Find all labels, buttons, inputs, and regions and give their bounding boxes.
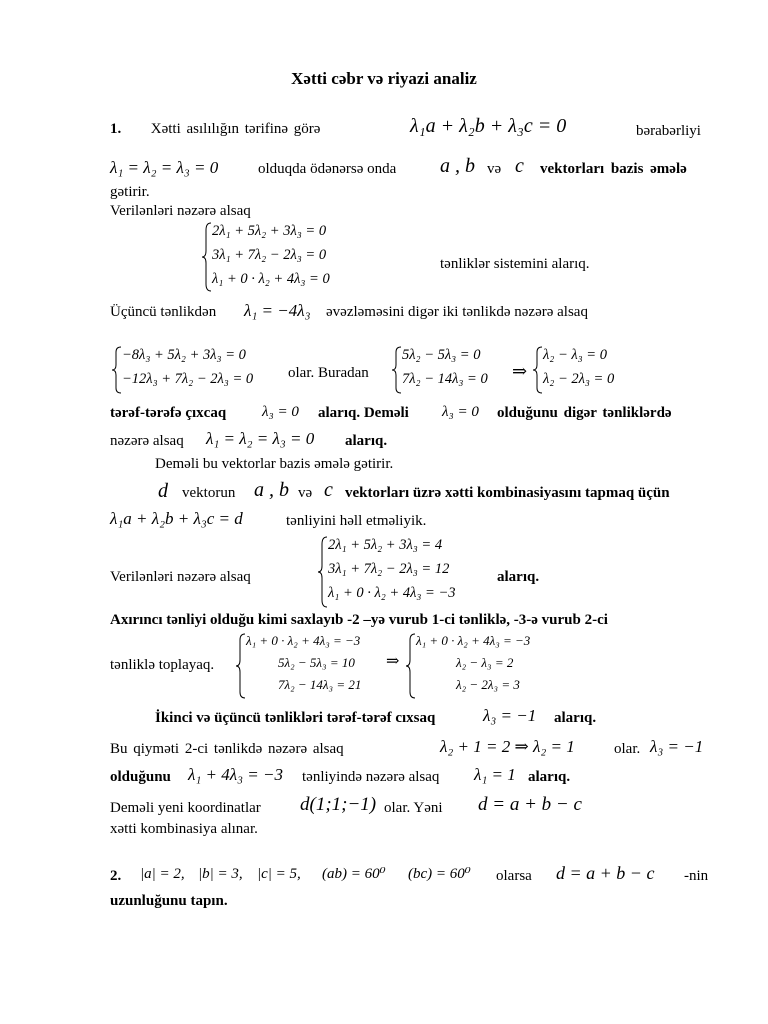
p1-and-text: və <box>487 161 502 177</box>
system-2 <box>112 346 292 394</box>
system-2-eq: −8λ₃ + 5λ₂ + 3λ₃ = 0 <box>122 347 246 363</box>
p1-nz-text: nəzərə alsaq <box>110 433 184 449</box>
p1-number: 1. <box>110 121 122 137</box>
p1-d-vectors: a , b <box>254 479 289 501</box>
system-4 <box>533 346 653 394</box>
p1-new-d: d(1;1;−1) <box>300 794 377 815</box>
p1-basis-text: vektorları bazis əmələ <box>540 161 687 177</box>
p1-old-mid: tənliyində nəzərə alsaq <box>302 769 440 785</box>
p1-line3: gətirir. <box>110 184 150 200</box>
p1-bu-eq: λ₂ + 1 = 2 ⇒ λ₂ = 1 <box>440 737 575 756</box>
system-6-eq: 7λ₂ − 14λ₃ = 21 <box>278 677 362 692</box>
system-7-eq: λ₁ + 0 · λ₂ + 4λ₃ = −3 <box>416 633 531 648</box>
system-6-eq: λ₁ + 0 · λ₂ + 4λ₃ = −3 <box>246 633 361 648</box>
brace-icon <box>236 633 246 699</box>
p2-cond-3: |c| = 5, <box>257 866 301 882</box>
brace-icon <box>406 633 416 699</box>
brace-icon <box>112 346 122 394</box>
p1-tt-eq-1: λ₃ = 0 <box>262 404 299 420</box>
p1-nz-eq: λ₁ = λ₂ = λ₃ = 0 <box>206 429 315 448</box>
p1-conclusion: Deməli bu vektorlar bazis əmələ gətirir. <box>155 456 394 472</box>
p1-d-text-3: tənliyini həll etməliyik. <box>286 513 427 529</box>
p1-new-text: Deməli yeni koordinatlar <box>110 800 261 816</box>
system-3-eq: 7λ₂ − 14λ₃ = 0 <box>402 371 488 387</box>
system-1 <box>202 222 382 292</box>
system-2-eq: −12λ₃ + 7λ₂ − 2λ₃ = 0 <box>122 371 254 387</box>
p1-d-c: c <box>324 479 333 501</box>
p1-tt-text-2: alarıq. Deməli <box>318 405 409 421</box>
p1-lead-text: Xətti asılılığın tərifinə görə <box>150 121 321 137</box>
system-7-eq: λ₂ − 2λ₃ = 3 <box>456 677 520 692</box>
implies-arrow: ⇒ <box>512 361 528 381</box>
system-3 <box>392 346 512 394</box>
p1-lead-tail: bərabərliyi <box>636 123 701 139</box>
p1-old-tail: alarıq. <box>528 769 571 785</box>
p1-tt-eq-2: λ₃ = 0 <box>442 404 479 420</box>
system-6 <box>236 633 406 699</box>
p1-d-text-1: vektorun <box>182 485 236 501</box>
system-1-eq: 2λ₁ + 5λ₂ + 3λ₃ = 0 <box>212 223 327 239</box>
p1-third-equation: λ₁ = −4λ₃ <box>244 301 311 320</box>
p1-l3-eq: λ₃ = −1 <box>483 706 537 725</box>
p2-olarsa: olarsa <box>496 868 532 884</box>
p1-d-and: və <box>298 485 313 501</box>
p1-lead-equation: λ₁a + λ₂b + λ₃c = 0 <box>410 115 567 137</box>
p1-line1 <box>110 120 320 139</box>
p1-comb: xətti kombinasiya alınar. <box>110 821 258 837</box>
system-1-eq: 3λ₁ + 7λ₂ − 2λ₃ = 0 <box>212 247 327 263</box>
system-5-tail: alarıq. <box>497 569 540 585</box>
p2-number: 2. <box>110 868 122 884</box>
p1-d-text-2: vektorları üzrə xətti kombinasiyasını tapmaq üçün <box>345 485 670 501</box>
p1-new-eq: d = a + b − c <box>478 794 582 815</box>
p1-nz-tail: alarıq. <box>345 433 388 449</box>
p1-vectors-ab: a , b <box>440 155 475 177</box>
p1-olar-eq: λ₃ = −1 <box>650 737 704 756</box>
p2-cond-4: (ab) = 60⁰ <box>322 866 386 882</box>
implies-arrow: ⇒ <box>386 653 400 670</box>
system-5 <box>318 536 508 608</box>
p1-tt-text-1: tərəf-tərəfə çıxcaq <box>110 405 227 421</box>
system-4-eq: λ₂ − 2λ₃ = 0 <box>543 371 615 387</box>
p1-old-eq2: λ₁ = 1 <box>474 765 516 784</box>
p1-cond-text: olduqda ödənərsə onda <box>258 161 397 177</box>
brace-icon <box>392 346 402 394</box>
system-7-eq: λ₂ − λ₃ = 2 <box>456 655 514 670</box>
p1-vector-c: c <box>515 155 524 177</box>
brace-icon <box>202 222 212 292</box>
system-5-eq: 2λ₁ + 5λ₂ + 3λ₃ = 4 <box>328 537 443 553</box>
p1-add-text: tənliklə toplayaq. <box>110 657 215 673</box>
system-1-eq: λ₁ + 0 · λ₂ + 4λ₃ = 0 <box>212 271 330 287</box>
p1-given-2: Verilənləri nəzərə alsaq <box>110 569 251 585</box>
system-6-eq: 5λ₂ − 5λ₃ = 10 <box>278 655 355 670</box>
p2-cond-5: (bc) = 60⁰ <box>408 866 471 882</box>
system-3-eq: 5λ₂ − 5λ₃ = 0 <box>402 347 481 363</box>
system-5-eq: λ₁ + 0 · λ₂ + 4λ₃ = −3 <box>328 585 456 601</box>
p1-olar: olar. <box>614 741 641 757</box>
brace-icon <box>318 536 328 608</box>
vector-d: d <box>158 480 168 502</box>
page-title: Xətti cəbr və riyazi analiz <box>291 69 477 88</box>
brace-icon <box>533 346 543 394</box>
p1-bu-text: Bu qiyməti 2-ci tənlikdə nəzərə alsaq <box>110 741 344 757</box>
p2-eq: d = a + b − c <box>556 863 655 883</box>
p1-tt-text-3: olduğunu digər tənliklərdə <box>497 405 672 421</box>
p1-second-third: İkinci və üçüncü tənlikləri tərəf-tərəf cıxsaq <box>155 710 436 726</box>
system-7 <box>406 633 576 699</box>
p1-third-text: Üçüncü tənlikdən <box>110 304 217 320</box>
p1-cond-equation: λ₁ = λ₂ = λ₃ = 0 <box>110 158 219 177</box>
p2-nin: -nin <box>684 868 709 884</box>
system-1-label: tənliklər sistemini alarıq. <box>440 256 590 272</box>
p1-l3-tail: alarıq. <box>554 710 597 726</box>
p1-last-line: Axırıncı tənliyi olduğu kimi saxlayıb -2 –yə vurub 1-ci tənliklə, -3-ə vurub 2-ci <box>110 612 608 628</box>
system-5-eq: 3λ₁ + 7λ₂ − 2λ₃ = 12 <box>328 561 450 577</box>
system-2-mid-text: olar. Buradan <box>288 365 369 381</box>
p1-new-mid: olar. Yəni <box>384 800 443 816</box>
p1-old-eq: λ₁ + 4λ₃ = −3 <box>188 765 283 784</box>
p1-third-tail: əvəzləməsini digər iki tənlikdə nəzərə alsaq <box>326 304 588 320</box>
p2-cond-1: |a| = 2, <box>140 866 185 882</box>
p1-given: Verilənləri nəzərə alsaq <box>110 203 251 219</box>
p2-cond-2: |b| = 3, <box>198 866 243 882</box>
p1-d-equation: λ₁a + λ₂b + λ₃c = d <box>110 509 243 528</box>
p2-line2: uzunluğunu tapın. <box>110 893 228 909</box>
system-4-eq: λ₂ − λ₃ = 0 <box>543 347 607 363</box>
p1-old-text: olduğunu <box>110 769 171 785</box>
